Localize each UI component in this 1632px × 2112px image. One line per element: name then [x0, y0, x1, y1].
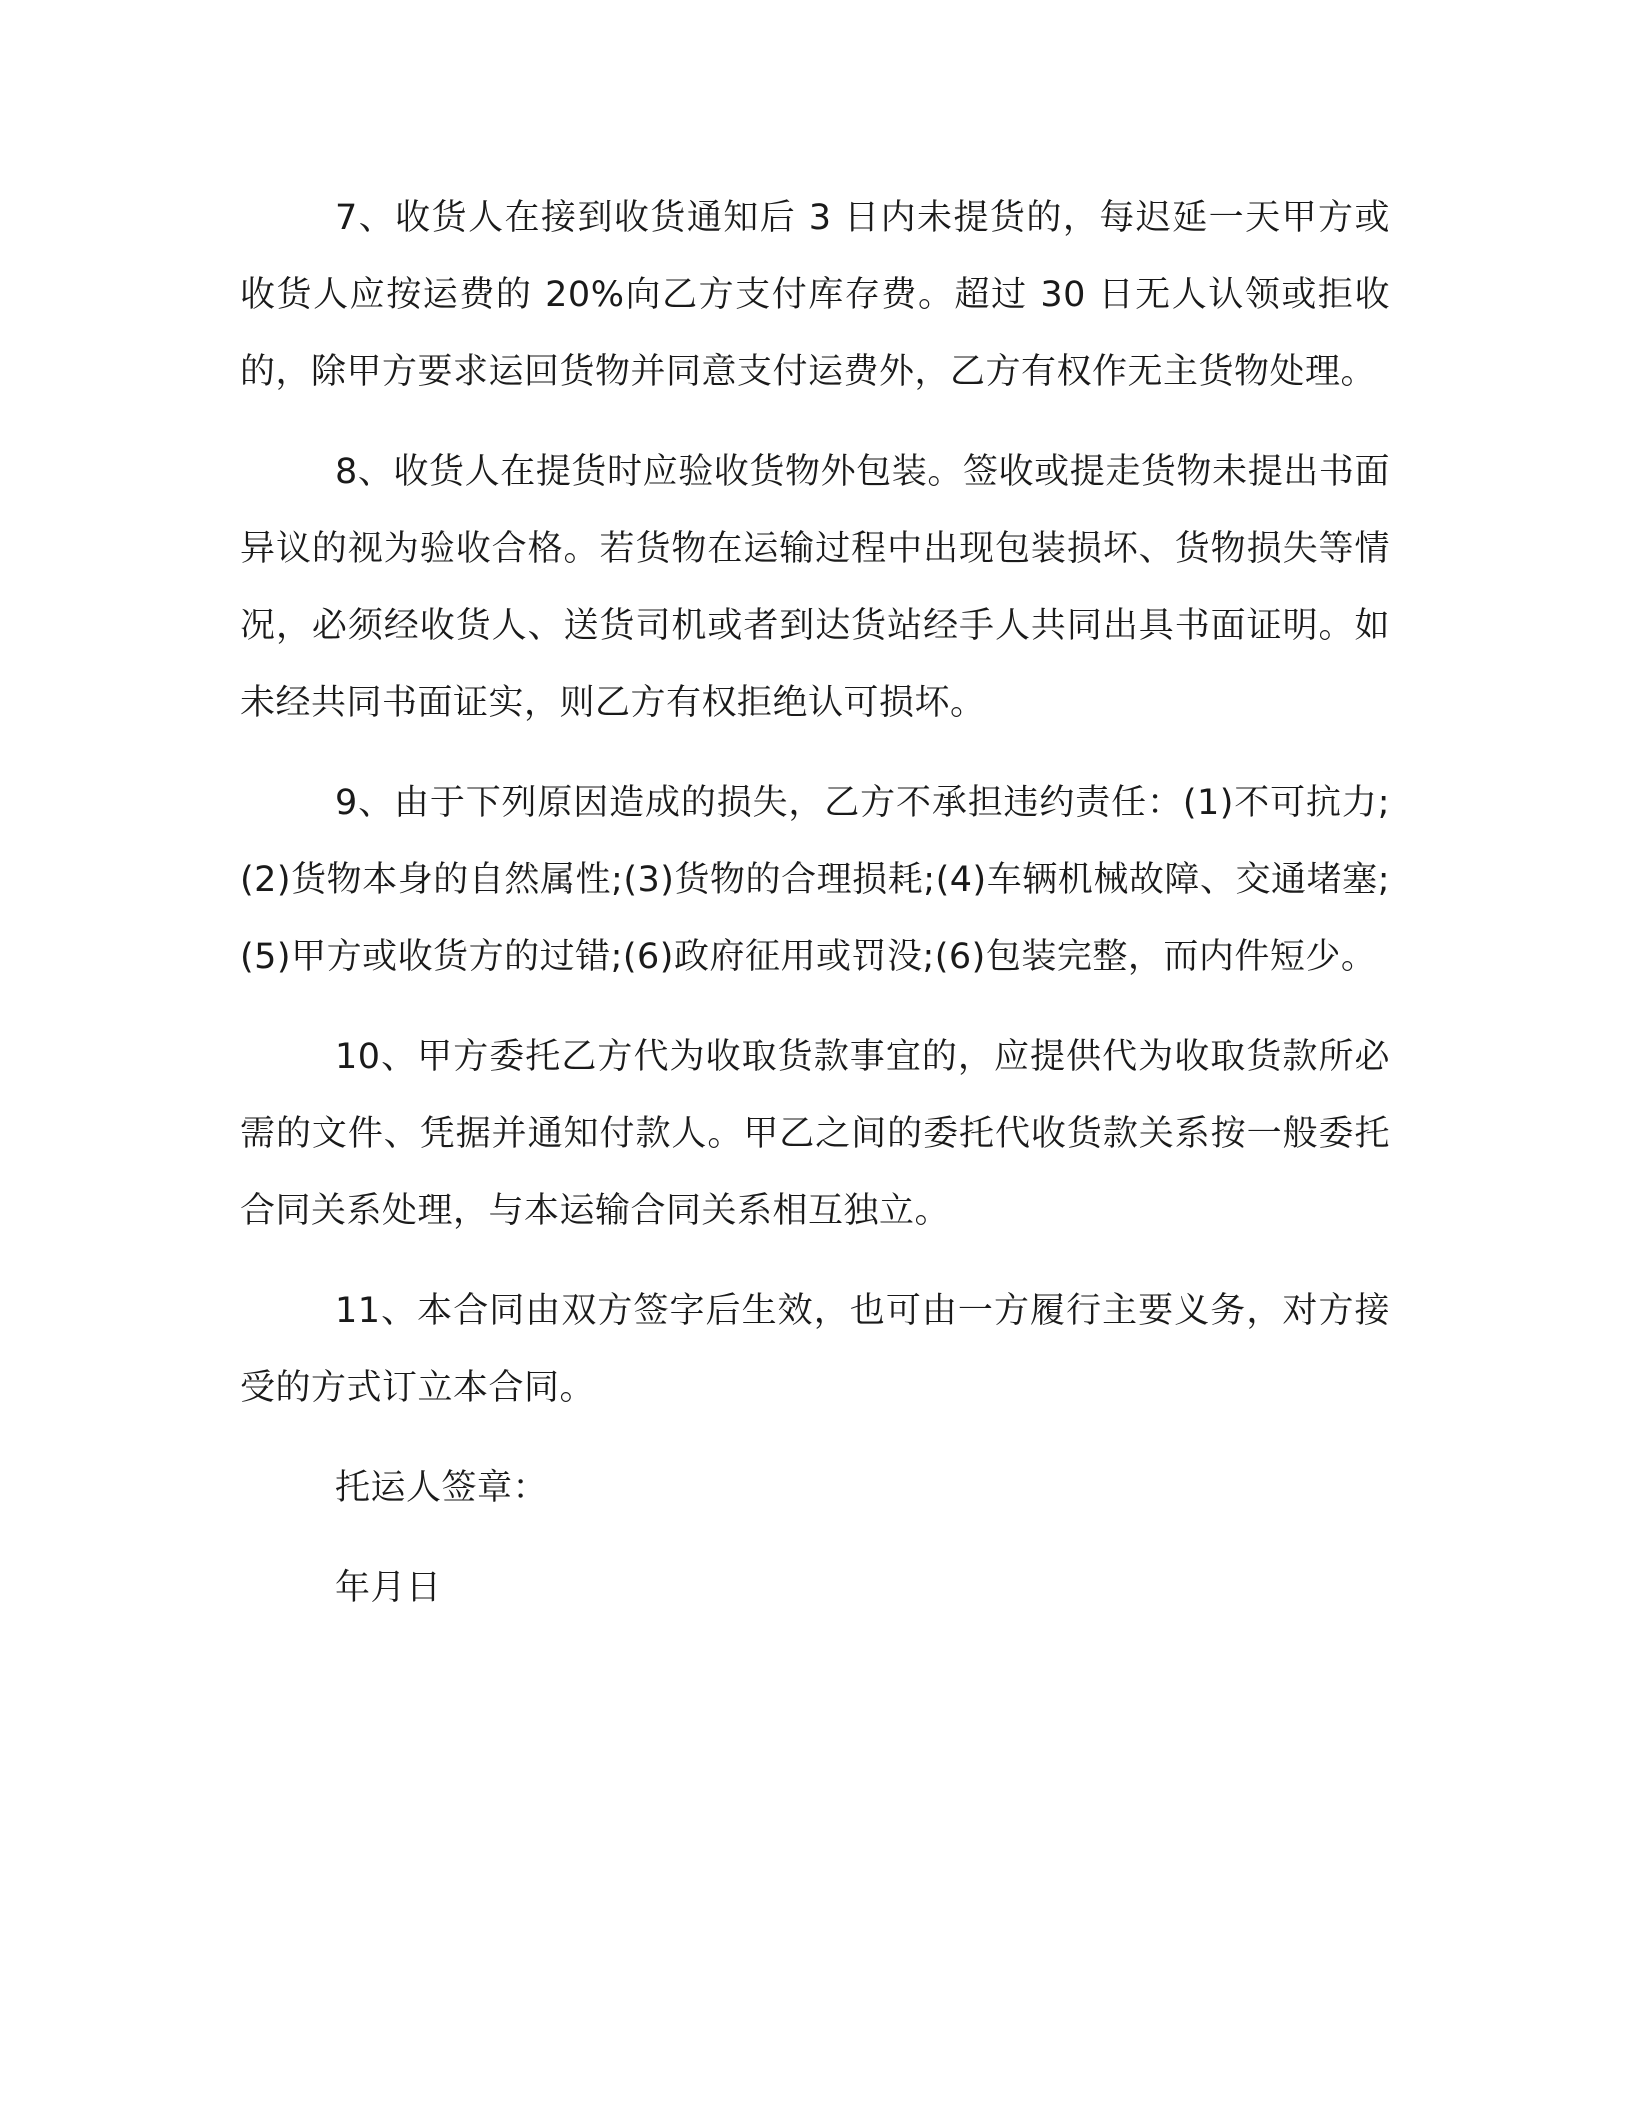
document-body — [240, 180, 1390, 1650]
clause-9: 9、由于下列原因造成的损失，乙方不承担违约责任：(1)不可抗力;(2)货物本身的自然属性;(3)货物的合理损耗;(4)车辆机械故障、交通堵塞;(5)甲方或收货方的过错;(6)政府征用或罚没;(6)包装完整，而内件短少。 — [240, 783, 1390, 977]
clause-8: 8、收货人在提货时应验收货物外包装。签收或提走货物未提出书面异议的视为验收合格。若货物在运输过程中出现包装损坏、货物损失等情况，必须经收货人、送货司机或者到达货站经手人共同出具书面证明。如未经共同书面证实，则乙方有权拒绝认可损坏。 — [240, 452, 1390, 723]
clause-11: 11、本合同由双方签字后生效，也可由一方履行主要义务，对方接受的方式订立本合同。 — [240, 1291, 1390, 1408]
shipper-signature-label: 托运人签章： — [335, 1468, 549, 1508]
clause-10: 10、甲方委托乙方代为收取货款事宜的，应提供代为收取货款所必需的文件、凭据并通知付款人。甲乙之间的委托代收货款关系按一般委托合同关系处理，与本运输合同关系相互独立。 — [240, 1037, 1390, 1231]
date-label: 年月日 — [335, 1568, 442, 1608]
clause-7: 7、收货人在接到收货通知后 3 日内未提货的，每迟延一天甲方或收货人应按运费的 20%向乙方支付库存费。超过 30 日无人认领或拒收的，除甲方要求运回货物并同意支付运费外，乙方有权作无主货物处理。 — [240, 198, 1390, 392]
